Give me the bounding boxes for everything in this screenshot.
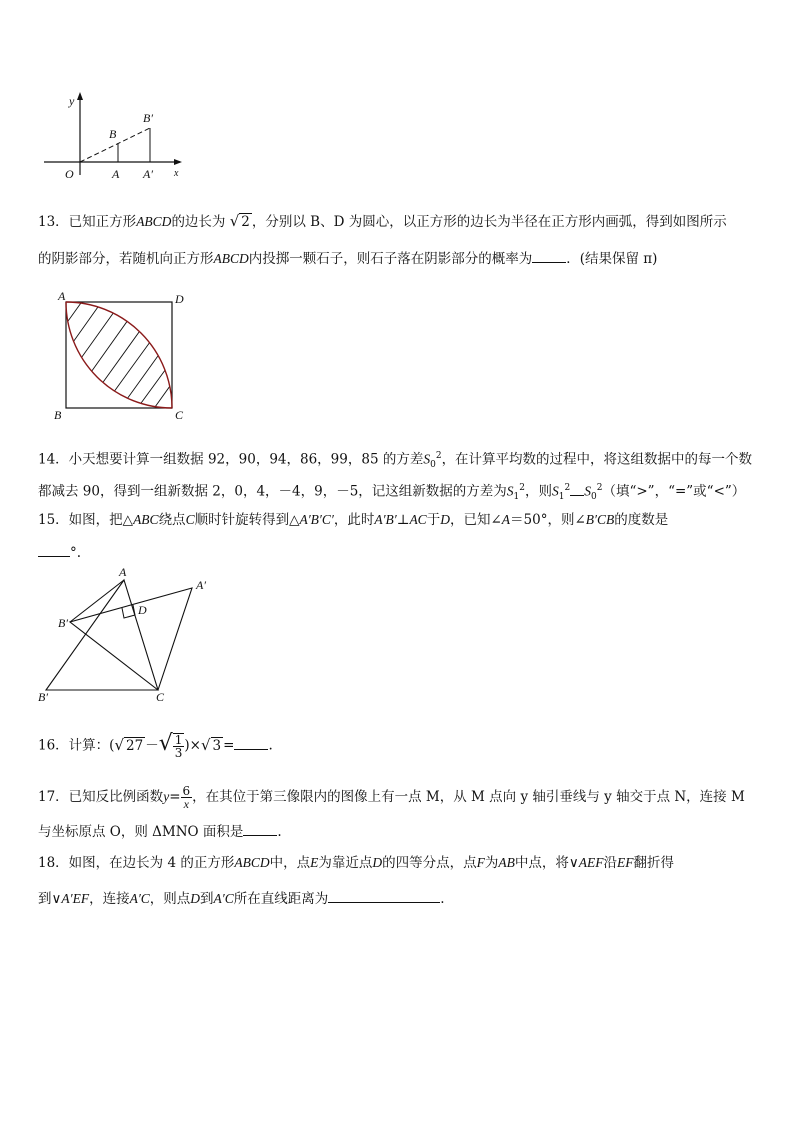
q15-text: 的度数是: [614, 512, 669, 528]
sqrt-2: √ 2: [229, 212, 250, 230]
point-a-prime-label: A′: [143, 167, 153, 181]
q17-text: 与坐标原点 O，则 ΔMNO 面积是: [38, 824, 244, 840]
point-name: D: [190, 891, 201, 906]
vertex-b-label: B: [54, 408, 62, 422]
segment-name: A′B′: [374, 512, 397, 527]
point-name: F: [476, 855, 485, 870]
q13-text: 的边长为: [171, 214, 226, 230]
segment-name: A′C: [129, 891, 150, 906]
superscript: 2: [564, 483, 571, 493]
point-b-label: B′: [38, 690, 48, 704]
q18-line-1: [38, 854, 674, 872]
subscript: 0: [590, 492, 597, 503]
variance-symbol: S: [423, 451, 431, 467]
point-name: D: [440, 512, 450, 527]
q14-text: （填“>”，“=”或“<”）: [602, 483, 746, 500]
q14-text: 14．小天想要计算一组数据 92，90，94，86，99，85 的方差: [38, 451, 424, 468]
q18-text: 所在直线距离为: [233, 891, 329, 907]
triangle-name: A′B′C′: [299, 512, 334, 527]
q16-text: 16．计算：(: [38, 737, 115, 754]
square-name: ABCD: [234, 855, 270, 870]
q17-line-2: [38, 822, 282, 841]
q15-text: ，此时: [333, 512, 375, 528]
q13-text: 13．已知正方形: [38, 214, 137, 230]
subscript: 1: [513, 492, 520, 503]
fraction-6-over-x: $\frac{6}{x}$: [182, 784, 191, 811]
superscript: 2: [596, 483, 603, 493]
x-axis-label: x: [174, 168, 179, 179]
answer-blank[interactable]: [234, 736, 268, 750]
q13-text: ，分别以 B、D 为圆心，以正方形的边长为半径在正方形内画弧，得到如图所示: [251, 214, 727, 230]
q16-line: [38, 730, 273, 760]
q18-text: 中点，将: [514, 855, 569, 871]
q15-text: 15．如图，把△: [38, 512, 134, 528]
superscript: 2: [519, 483, 526, 493]
q18-text: 沿: [603, 855, 617, 871]
point-a-label: A: [112, 167, 120, 181]
q18-text: 18．如图，在边长为 4 的正方形: [38, 855, 235, 871]
q14-text: ，则: [525, 483, 553, 500]
q14-text: ，在计算平均数的过程中，将这组数据中的每一个数: [441, 451, 753, 468]
triangle-name: ∨AEF: [568, 855, 604, 870]
segment-name: AB: [498, 855, 515, 870]
point-a-label: A: [119, 565, 127, 579]
q15-text: °.: [70, 545, 82, 561]
function-variable: y: [163, 789, 170, 804]
superscript: 2: [435, 451, 442, 461]
q18-text: 到: [38, 891, 52, 907]
perp-symbol: ⊥: [396, 512, 410, 528]
q18-text: ，连接: [89, 891, 130, 907]
point-a-prime-label: A′: [196, 578, 206, 592]
triangle-name: ABC: [133, 512, 159, 527]
subscript: 1: [558, 492, 565, 503]
q13-square-name: ABCD: [213, 251, 249, 266]
q18-line-2: [38, 889, 445, 908]
point-b-prime-label: B′: [143, 111, 153, 125]
q18-text: 到: [200, 891, 214, 907]
q15-text: ＝50°，则∠: [510, 512, 586, 528]
q17-text: .: [277, 824, 282, 840]
q18-text: .: [440, 891, 445, 907]
triangle-name: ∨A′EF: [51, 891, 90, 906]
q13-text: 的阴影部分，若随机向正方形: [38, 251, 214, 267]
q18-text: 的四等分点，点: [382, 855, 477, 871]
variance-symbol: S: [552, 483, 559, 499]
q13-text: ．(结果保留 π): [566, 251, 658, 267]
q15-text: 绕点: [158, 512, 186, 528]
y-axis-label: y: [69, 94, 75, 108]
sqrt-27: √ 27: [114, 735, 144, 754]
subscript: 0: [430, 460, 436, 471]
q15-text: 顺时针旋转得到△: [194, 512, 300, 528]
segment-name: EF: [616, 855, 634, 870]
vertex-d-label: D: [175, 292, 184, 306]
equals-sign: =: [169, 789, 181, 805]
q17-text: ，在其位于第三像限内的图像上有一点 M，从 M 点向 y 轴引垂线与 y 轴交于点 N，连接 M: [192, 789, 745, 805]
point-o-label: O: [65, 167, 74, 181]
q16-text: )×: [184, 737, 201, 754]
angle-name: B′CB: [585, 512, 615, 527]
point-name: E: [310, 855, 319, 870]
q18-text: 中，点: [269, 855, 311, 871]
q13-text: 内投掷一颗石子，则石子落在阴影部分的概率为: [248, 251, 533, 267]
q18-text: 为: [484, 855, 499, 871]
angle-name: A: [501, 512, 511, 527]
segment-name: A′C: [213, 891, 234, 906]
q15-text: 于: [426, 512, 441, 528]
answer-blank[interactable]: [328, 889, 440, 903]
variance-symbol: S: [584, 483, 591, 499]
vertex-a-label: A: [58, 289, 66, 303]
point-b-prime-label: B′: [58, 616, 68, 630]
point-d-label: D: [138, 603, 147, 617]
point-name: D: [372, 855, 383, 870]
q13-square-name: ABCD: [136, 214, 172, 229]
q16-text: .: [268, 737, 273, 754]
segment-name: AC: [409, 512, 427, 527]
point-name: C: [185, 512, 195, 527]
equals-sign: =: [223, 737, 235, 754]
q14-text: 都减去 90，得到一组新数据 2，0，4，－4，9，－5，记这组新数据的方差为: [38, 483, 507, 500]
sqrt-3: √ 3: [200, 735, 222, 754]
q17-line-1: [38, 785, 745, 810]
q18-text: 为靠近点: [318, 855, 373, 871]
point-c-label: C: [156, 690, 165, 704]
minus-sign: －: [145, 737, 159, 754]
answer-blank[interactable]: [243, 822, 277, 836]
q18-text: ，则点: [149, 891, 191, 907]
vertex-c-label: C: [175, 408, 184, 422]
variance-symbol: S: [506, 483, 514, 499]
point-b-label: B: [109, 127, 117, 141]
q15-text: ，已知∠: [449, 512, 502, 528]
q17-text: 17．已知反比例函数: [38, 789, 164, 805]
q18-text: 翻折得: [633, 855, 674, 871]
sqrt-one-third: √ $\frac{1}{3}$: [158, 730, 183, 760]
